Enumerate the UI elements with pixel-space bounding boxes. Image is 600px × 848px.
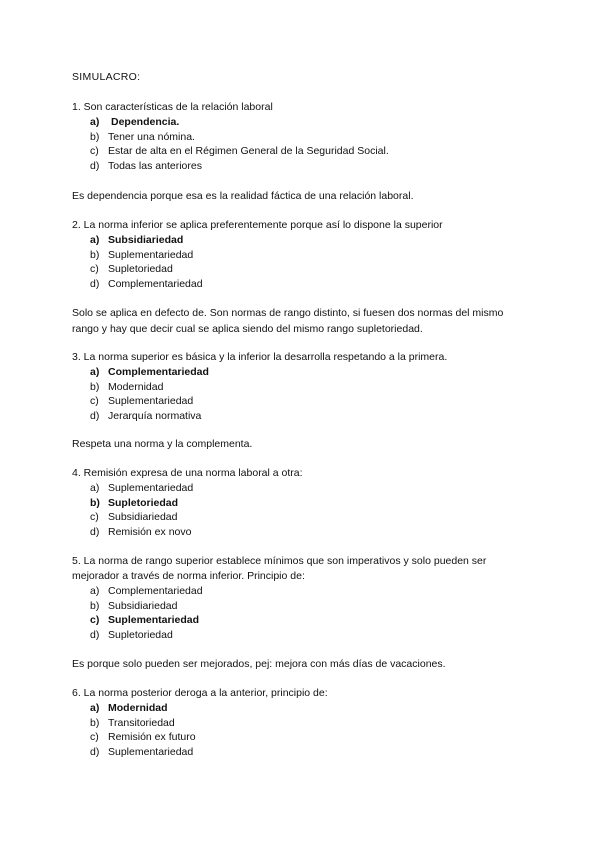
option-a-correct xyxy=(72,233,532,248)
option-text: Subsidiariedad xyxy=(108,234,184,246)
option-c xyxy=(72,510,532,525)
option-letter: a) xyxy=(90,482,100,494)
option-d xyxy=(72,159,532,174)
question-text: 6. La norma posterior deroga a la anterior, principio de: xyxy=(72,687,328,699)
explanation-1: Es dependencia porque esa es la realidad fáctica de una relación laboral. xyxy=(72,190,414,202)
option-text: Suplementariedad xyxy=(108,395,194,408)
option-letter: c) xyxy=(90,263,99,276)
option-letter: b) xyxy=(90,380,100,393)
option-text: Complementariedad xyxy=(108,277,203,290)
option-text: Remisión ex futuro xyxy=(108,731,196,744)
option-text: Remisión ex novo xyxy=(108,525,192,538)
option-letter: d) xyxy=(90,277,100,290)
option-c xyxy=(72,144,532,159)
option-letter: d) xyxy=(90,159,100,172)
option-text: Transitoriedad xyxy=(108,716,175,729)
question-4 xyxy=(72,466,532,539)
option-text: Complementariedad xyxy=(108,585,203,597)
option-letter: a) xyxy=(90,702,100,714)
option-b xyxy=(72,599,532,614)
option-a-correct xyxy=(72,365,532,380)
explanation-5: Es porque solo pueden ser mejorados, pej: mejora con más días de vacaciones. xyxy=(72,658,446,670)
question-6 xyxy=(72,686,532,759)
option-letter: d) xyxy=(90,409,100,422)
option-letter: a) xyxy=(90,234,100,246)
question-text: 2. La norma inferior se aplica preferentemente porque así lo dispone la superior xyxy=(72,219,443,231)
option-letter: a) xyxy=(90,366,100,378)
option-text: Todas las anteriores xyxy=(108,159,202,172)
option-text: Tener una nómina. xyxy=(108,130,195,143)
question-3 xyxy=(72,350,532,423)
option-text: Subsidiariedad xyxy=(108,511,178,524)
option-b xyxy=(72,380,532,395)
option-letter: c) xyxy=(90,614,100,627)
question-text: 5. La norma de rango superior establece mínimos que son imperativos y solo pueden ser mejorador a través de norma inferior. Principio de: xyxy=(72,555,487,582)
option-c xyxy=(72,262,532,277)
option-c xyxy=(72,730,532,745)
explanation-2: Solo se aplica en defecto de. Son normas de rango distinto, si fuesen dos normas del mismo rango y hay que decir cual se aplica siendo del mismo rango supletoriedad. xyxy=(72,307,504,335)
question-text: 1. Son características de la relación laboral xyxy=(72,101,273,113)
question-2 xyxy=(72,218,532,291)
option-letter: b) xyxy=(90,130,100,143)
question-text: 3. La norma superior es básica y la inferior la desarrolla respetando a la primera. xyxy=(72,351,448,363)
option-letter: b) xyxy=(90,599,100,612)
option-b xyxy=(72,130,532,145)
option-b xyxy=(72,716,532,731)
option-b xyxy=(72,248,532,263)
option-a-correct xyxy=(72,115,532,130)
option-a xyxy=(72,584,532,599)
option-d xyxy=(72,277,532,292)
option-d xyxy=(72,409,532,424)
option-text: Suplementariedad xyxy=(108,614,200,627)
option-text: Jerarquía normativa xyxy=(108,409,202,422)
option-letter: b) xyxy=(90,248,100,261)
option-text: Suplementariedad xyxy=(108,482,194,494)
option-letter: d) xyxy=(90,628,100,641)
option-c-correct xyxy=(72,613,532,628)
option-text: Supletoriedad xyxy=(108,628,173,641)
option-text: Suplementariedad xyxy=(108,248,194,261)
question-1 xyxy=(72,100,532,173)
option-text: Subsidiariedad xyxy=(108,599,178,612)
option-text: Modernidad xyxy=(108,380,164,393)
option-text: Suplementariedad xyxy=(108,745,194,758)
question-text: 4. Remisión expresa de una norma laboral a otra: xyxy=(72,467,303,479)
option-letter: a) xyxy=(90,116,100,128)
option-letter: c) xyxy=(90,511,99,524)
option-letter: b) xyxy=(90,496,100,509)
option-letter: c) xyxy=(90,731,99,744)
option-letter: d) xyxy=(90,745,100,758)
page-heading: SIMULACRO: xyxy=(72,71,141,83)
option-letter: c) xyxy=(90,145,99,158)
question-5 xyxy=(72,554,532,642)
option-d xyxy=(72,525,532,540)
option-d xyxy=(72,628,532,643)
option-text: Supletoriedad xyxy=(108,496,179,509)
option-text: Complementariedad xyxy=(108,366,209,378)
option-letter: c) xyxy=(90,395,99,408)
option-d xyxy=(72,745,532,760)
option-text: Dependencia. xyxy=(111,116,180,128)
option-a-correct xyxy=(72,701,532,716)
option-letter: b) xyxy=(90,716,100,729)
explanation-3: Respeta una norma y la complementa. xyxy=(72,438,253,450)
option-b-correct xyxy=(72,496,532,511)
option-a xyxy=(72,481,532,496)
option-text: Estar de alta en el Régimen General de la Seguridad Social. xyxy=(108,145,389,158)
option-letter: d) xyxy=(90,525,100,538)
option-letter: a) xyxy=(90,585,100,597)
option-text: Modernidad xyxy=(108,702,168,714)
option-text: Supletoriedad xyxy=(108,263,173,276)
option-c xyxy=(72,394,532,409)
